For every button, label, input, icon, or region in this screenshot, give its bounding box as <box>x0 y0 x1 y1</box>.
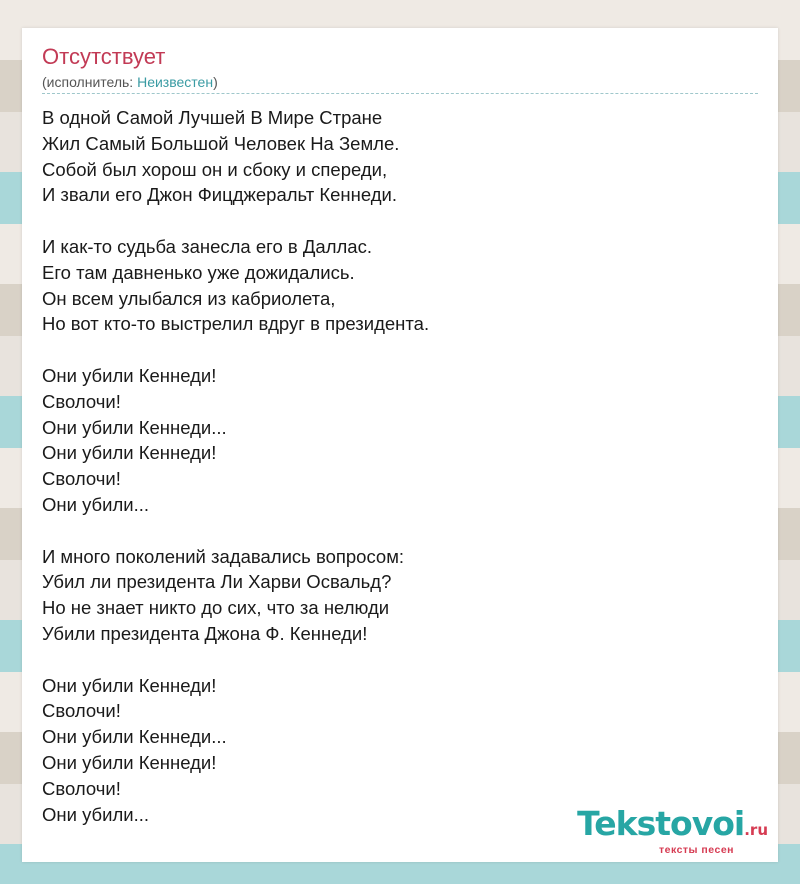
lyric-line: Они убили Кеннеди! <box>42 442 217 464</box>
lyric-line: Убили президента Джона Ф. Кеннеди! <box>42 622 368 644</box>
logo-word: Tekstovoi <box>577 804 745 843</box>
stanza <box>42 234 429 337</box>
lyric-line: Но вот кто-то выстрелил вдруг в президента. <box>42 313 430 335</box>
song-title: Отсутствует <box>42 44 166 69</box>
lyric-line: Убил ли президента Ли Харви Освальд? <box>42 571 392 593</box>
logo-wordmark <box>577 804 768 847</box>
lyric-line: Они убили Кеннеди... <box>42 416 227 438</box>
lyric-line: Его там давненько уже дожидались. <box>42 261 355 283</box>
lyric-line: Сволочи! <box>42 777 121 799</box>
lyric-line: Они убили Кеннеди... <box>42 726 227 748</box>
lyric-line: И звали его Джон Фицджеральт Кеннеди. <box>42 184 397 206</box>
stanza <box>42 544 429 647</box>
divider <box>42 93 758 94</box>
lyric-line: Жил Самый Большой Человек На Земле. <box>42 132 400 154</box>
lyric-line: Они убили... <box>42 493 150 515</box>
lyric-line: Сволочи! <box>42 390 121 412</box>
lyric-line: В одной Самой Лучшей В Мире Стране <box>42 107 383 128</box>
stanza <box>42 105 429 208</box>
lyric-line: Сволочи! <box>42 468 121 490</box>
logo-tld: .ru <box>744 821 768 839</box>
lyric-line: И много поколений задавались вопросом: <box>42 545 405 567</box>
lyric-line: Собой был хорош он и сбоку и спереди, <box>42 158 388 180</box>
lyric-line: Они убили Кеннеди! <box>42 364 217 386</box>
lyric-line: И как-то судьба занесла его в Даллас. <box>42 235 372 257</box>
logo-tagline: тексты песен <box>658 844 734 856</box>
lyric-line: Они убили Кеннеди! <box>42 674 217 696</box>
artist-line <box>42 73 218 91</box>
artist-prefix: (исполнитель: <box>42 74 138 90</box>
lyric-line: Но не знает никто до сих, что за нелюди <box>42 597 390 619</box>
stanza <box>42 363 429 518</box>
lyrics-card <box>22 28 778 862</box>
lyric-line: Они убили... <box>42 803 150 825</box>
lyric-line: Он всем улыбался из кабриолета, <box>42 287 336 309</box>
artist-link[interactable]: Неизвестен <box>137 74 214 90</box>
stanza <box>42 673 429 828</box>
site-logo[interactable] <box>577 804 768 856</box>
lyric-line: Они убили Кеннеди! <box>42 751 217 773</box>
lyric-line: Сволочи! <box>42 700 121 722</box>
artist-suffix: ) <box>213 74 218 90</box>
lyrics-body <box>42 105 429 853</box>
